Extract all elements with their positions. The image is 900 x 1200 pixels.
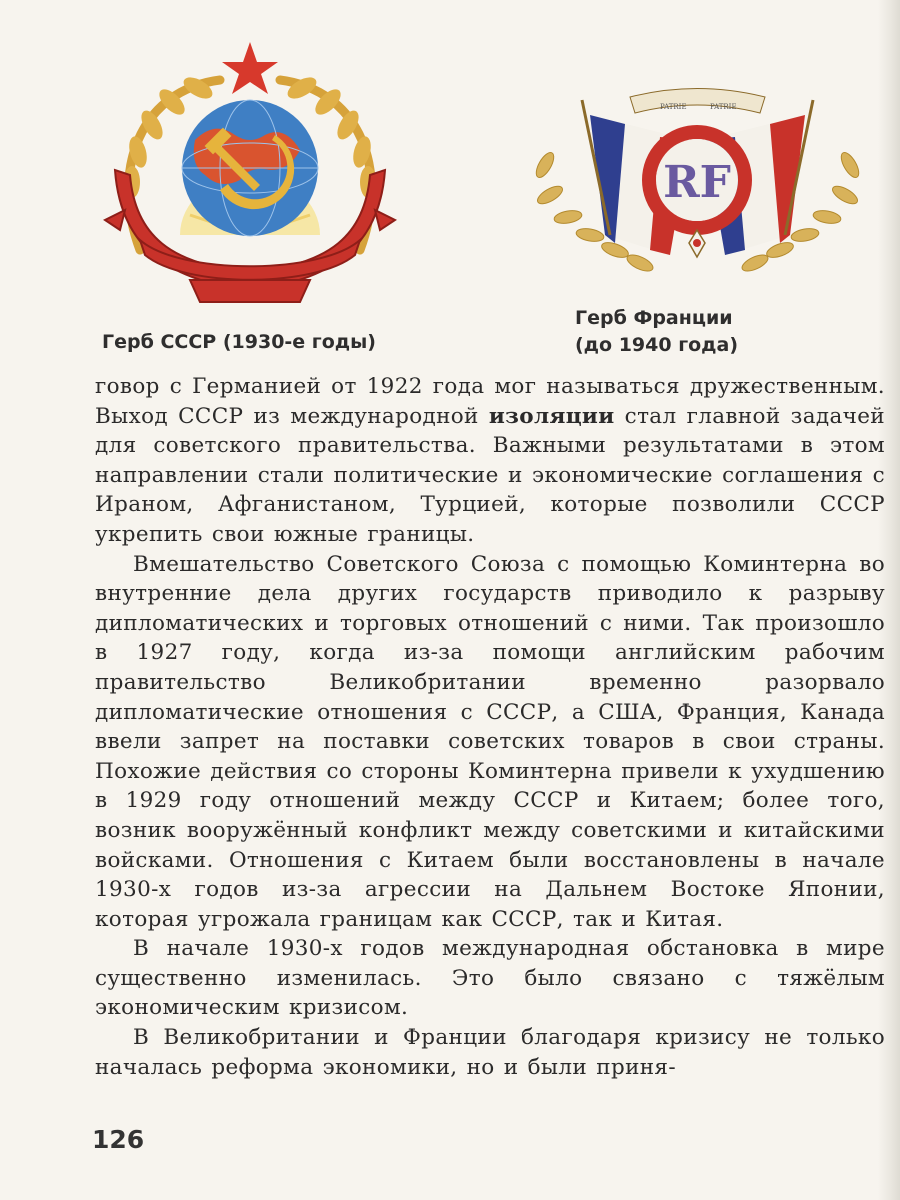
france-monogram: RF bbox=[663, 157, 731, 208]
france-emblem-icon bbox=[520, 85, 875, 295]
term-isolation: изоляции bbox=[488, 403, 615, 429]
ussr-coat-of-arms-image bbox=[100, 40, 400, 305]
paragraph-2: Вмешательство Советского Союза с помощью Коминтерна во внутренние дела других государств приводило к разрыву дипломатических и торговых отношений с ними. Так произошло в 1927 году, когда из-за помощи английским рабочим правительство Великобритании временно разорвало дипломатические отношения с СССР, а США, Франция, Канада ввели запрет на поставки советских товаров в свои страны. Похожие действия со стороны Коминтерна привели к ухудшению в 1929 году отношений между СССР и Китаем; более того, возник вооружённый конфликт между советскими и китайскими войсками. Отношения с Китаем были восстановлены в начале 1930-х годов из-за агрессии на Дальнем Востоке Японии, которая угрожала границам как СССР, так и Китая. bbox=[95, 551, 885, 932]
france-coat-of-arms-image bbox=[520, 85, 875, 295]
paragraph-4: В Великобритании и Франции благодаря кризису не только началась реформа экономики, но и были приня- bbox=[95, 1025, 885, 1080]
paragraph-3: В начале 1930-х годов международная обстановка в мире существенно изменилась. Это было связано с тяжёлым экономическим кризисом. bbox=[95, 936, 885, 1021]
caption-france-line2: (до 1940 года) bbox=[575, 334, 739, 356]
paragraph-1-before: говор с Германией от 1922 года мог называться дружественным. Выход СССР из международной bbox=[95, 374, 885, 429]
paragraph-1-after: стал главной задачей для советского правительства. Важными результатами в этом направлении стали политические и экономические соглашения с Ираном, Афганистаном, Турцией, которые позволили СССР укрепить свои южные границы. bbox=[95, 403, 885, 547]
paragraph-1 bbox=[95, 372, 885, 550]
main-text bbox=[95, 372, 885, 1082]
page-number: 126 bbox=[92, 1125, 145, 1154]
ussr-emblem-icon bbox=[100, 40, 400, 305]
france-ribbon-right: PATRIE bbox=[710, 103, 737, 111]
caption-france-coat-of-arms bbox=[575, 305, 738, 359]
caption-ussr-coat-of-arms: Герб СССР (1930-е годы) bbox=[102, 331, 376, 353]
caption-france-line1: Герб Франции bbox=[575, 307, 733, 329]
france-ribbon-left: PATRIE bbox=[660, 103, 687, 111]
